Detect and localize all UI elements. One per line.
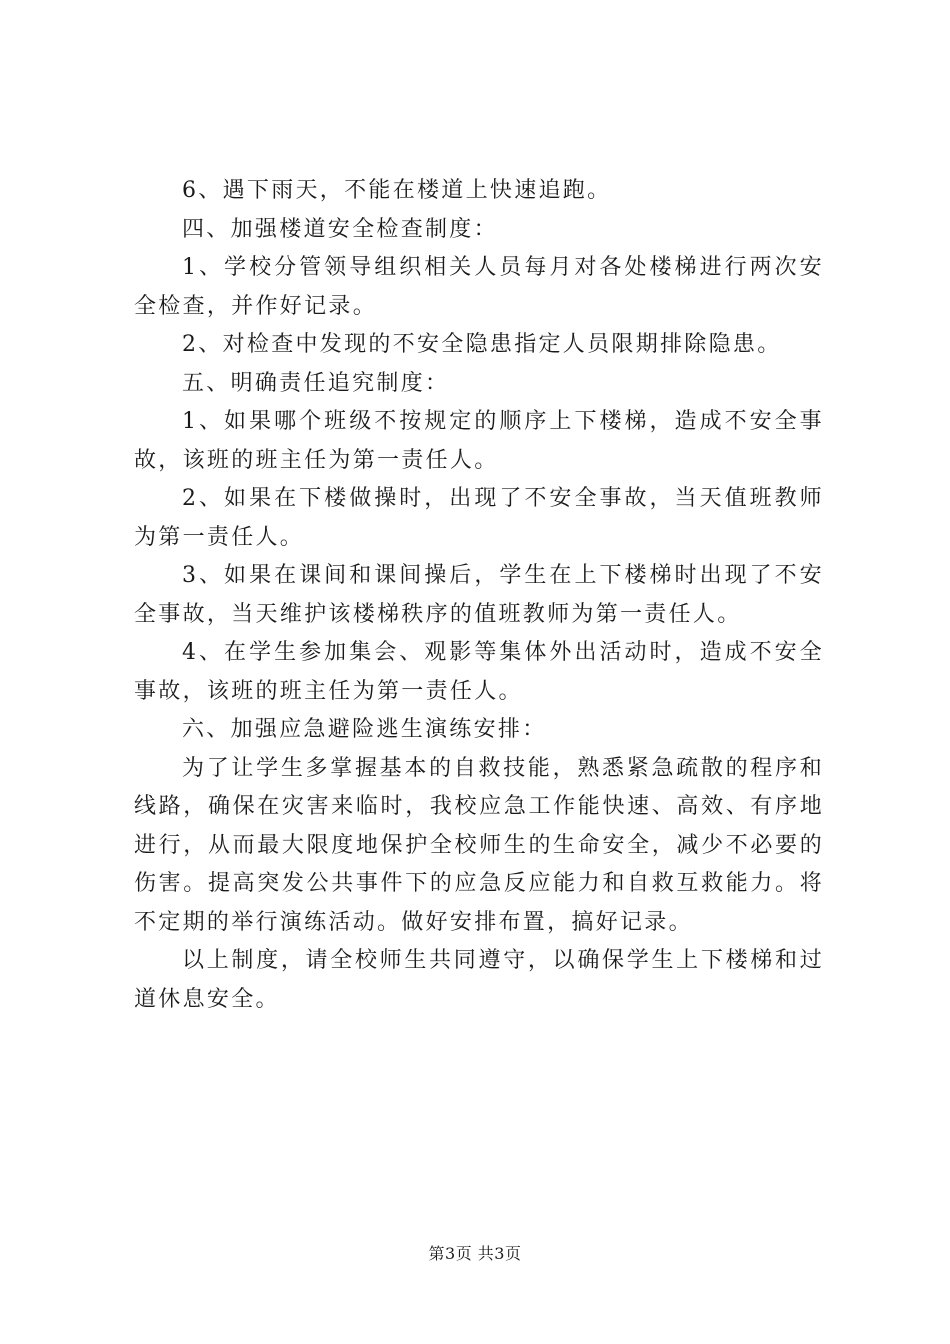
paragraph-closing: 以上制度，请全校师生共同遵守，以确保学生上下楼梯和过道休息安全。 [134,948,824,1012]
document-body [134,172,824,1019]
heading-section-4: 四、加强楼道安全检查制度： [182,216,498,242]
paragraph-4-2: 2、对检查中发现的不安全隐患指定人员限期排除隐患。 [182,332,782,357]
paragraph-5-4: 4、在学生参加集会、观影等集体外出活动时，造成不安全事故，该班的班主任为第一责任人。 [134,640,824,704]
paragraph-rainy-day-rule: 6、遇下雨天，不能在楼道上快速追跑。 [182,178,612,203]
paragraph-5-3: 3、如果在课间和课间操后，学生在上下楼梯时出现了不安全事故，当天维护该楼梯秩序的值班教师为第一责任人。 [134,563,824,627]
page-number-label: 第3页 共3页 [428,1244,522,1263]
paragraph-5-1: 1、如果哪个班级不按规定的顺序上下楼梯，造成不安全事故，该班的班主任为第一责任人。 [134,409,824,473]
heading-section-6: 六、加强应急避险逃生演练安排： [182,717,547,742]
page-footer [0,1244,950,1264]
paragraph-6-body: 为了让学生多掌握基本的自救技能，熟悉紧急疏散的程序和线路，确保在灾害来临时，我校应急工作能快速、高效、有序地进行，从而最大限度地保护全校师生的生命安全，减少不必要的伤害。提高突发公共事件下的应急反应能力和自救互救能力。将不定期的举行演练活动。做好安排布置，搞好记录。 [134,755,824,935]
heading-section-5: 五、明确责任追究制度： [182,370,450,396]
paragraph-5-2: 2、如果在下楼做操时，出现了不安全事故，当天值班教师为第一责任人。 [134,486,824,550]
paragraph-4-1: 1、学校分管领导组织相关人员每月对各处楼梯进行两次安全检查，并作好记录。 [134,255,824,319]
